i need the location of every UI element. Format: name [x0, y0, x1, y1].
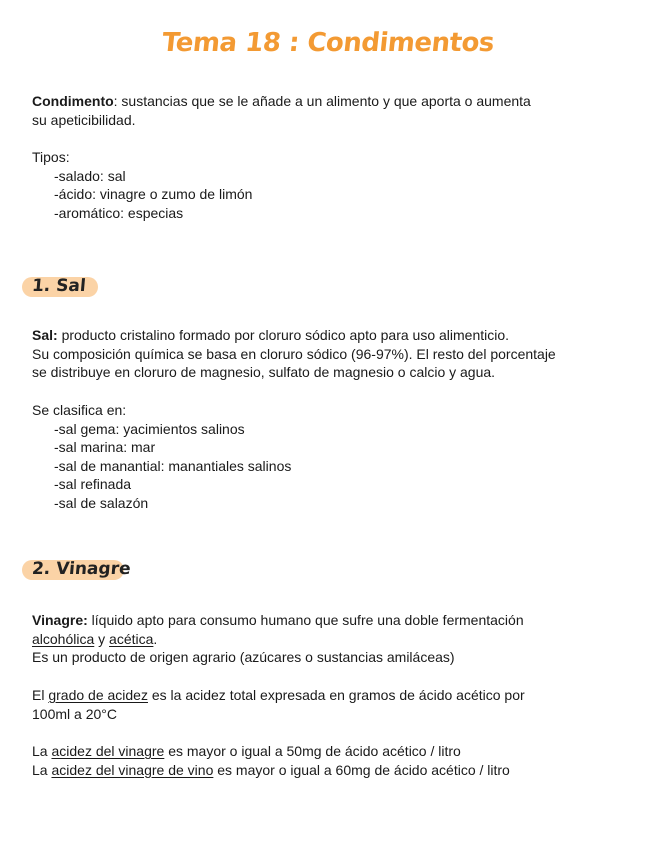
- vinagre-definition: [32, 611, 524, 667]
- section-2-heading: 2. Vinagre: [31, 559, 132, 579]
- intro-term: Condimento: [32, 93, 114, 109]
- class-item: -sal refinada: [54, 476, 132, 493]
- acid-term: grado de acidez: [48, 687, 148, 703]
- v2-pre: La: [32, 761, 52, 778]
- type-item: -salado: sal: [54, 167, 126, 184]
- vinagre-line1: líquido apto para consumo humano que sufre una doble fermentación: [87, 612, 524, 628]
- sal-line3: se distribuye en cloruro de magnesio, sulfato de magnesio o calcio y agua.: [32, 364, 496, 381]
- acid-line2: 100ml a 20°C: [32, 705, 117, 722]
- page-title: Tema 18 : Condimentos: [160, 28, 496, 58]
- intro-def-line1: : sustancias que se le añade a un alimento y que aporta o aumenta: [113, 93, 531, 109]
- intro-def-line2: su apeticibilidad.: [32, 111, 136, 128]
- acid-post: es la acidez total expresada en gramos de ácido acético por: [147, 687, 525, 703]
- v2-post: es mayor o igual a 60mg de ácido acético / litro: [213, 761, 510, 778]
- class-item: -sal gema: yacimientos salinos: [54, 420, 245, 437]
- section-1-heading: 1. Sal: [31, 276, 87, 296]
- ferm-alcoholica: alcohólica: [32, 630, 95, 647]
- class-item: -sal de salazón: [54, 494, 149, 511]
- ferm-acetica: acética: [109, 630, 154, 647]
- sal-definition: [32, 326, 556, 382]
- sal-line1: producto cristalino formado por cloruro sódico apto para uso alimenticio.: [57, 327, 510, 343]
- intro-types: [32, 148, 252, 222]
- v1-term: acidez del vinagre: [51, 743, 165, 759]
- class-item: -sal marina: mar: [54, 439, 156, 456]
- vinagre-line3: Es un producto de origen agrario (azúcares o sustancias amiláceas): [32, 649, 455, 666]
- classify-label: Se clasifica en:: [32, 402, 127, 418]
- class-item: -sal de manantial: manantiales salinos: [54, 457, 292, 474]
- acid-pre: El: [32, 687, 49, 703]
- v1-post: es mayor o igual a 50mg de ácido acético / litro: [164, 743, 461, 759]
- ferm-and: y: [94, 630, 110, 647]
- type-item: -aromático: especias: [54, 204, 184, 221]
- v2-term: acidez del vinagre de vino: [51, 761, 214, 778]
- intro-definition: [32, 92, 531, 129]
- acidez-definition: [32, 686, 525, 723]
- type-item: -ácido: vinagre o zumo de limón: [54, 186, 253, 203]
- vinagre-term: Vinagre:: [32, 612, 88, 628]
- acidez-values: [32, 742, 510, 779]
- sal-term: Sal:: [32, 327, 58, 343]
- v1-pre: La: [32, 743, 52, 759]
- ferm-end: .: [153, 630, 158, 647]
- sal-line2: Su composición química se basa en cloruro sódico (96-97%). El resto del porcentaje: [32, 345, 556, 362]
- types-label: Tipos:: [32, 149, 70, 165]
- sal-classification: [32, 401, 291, 513]
